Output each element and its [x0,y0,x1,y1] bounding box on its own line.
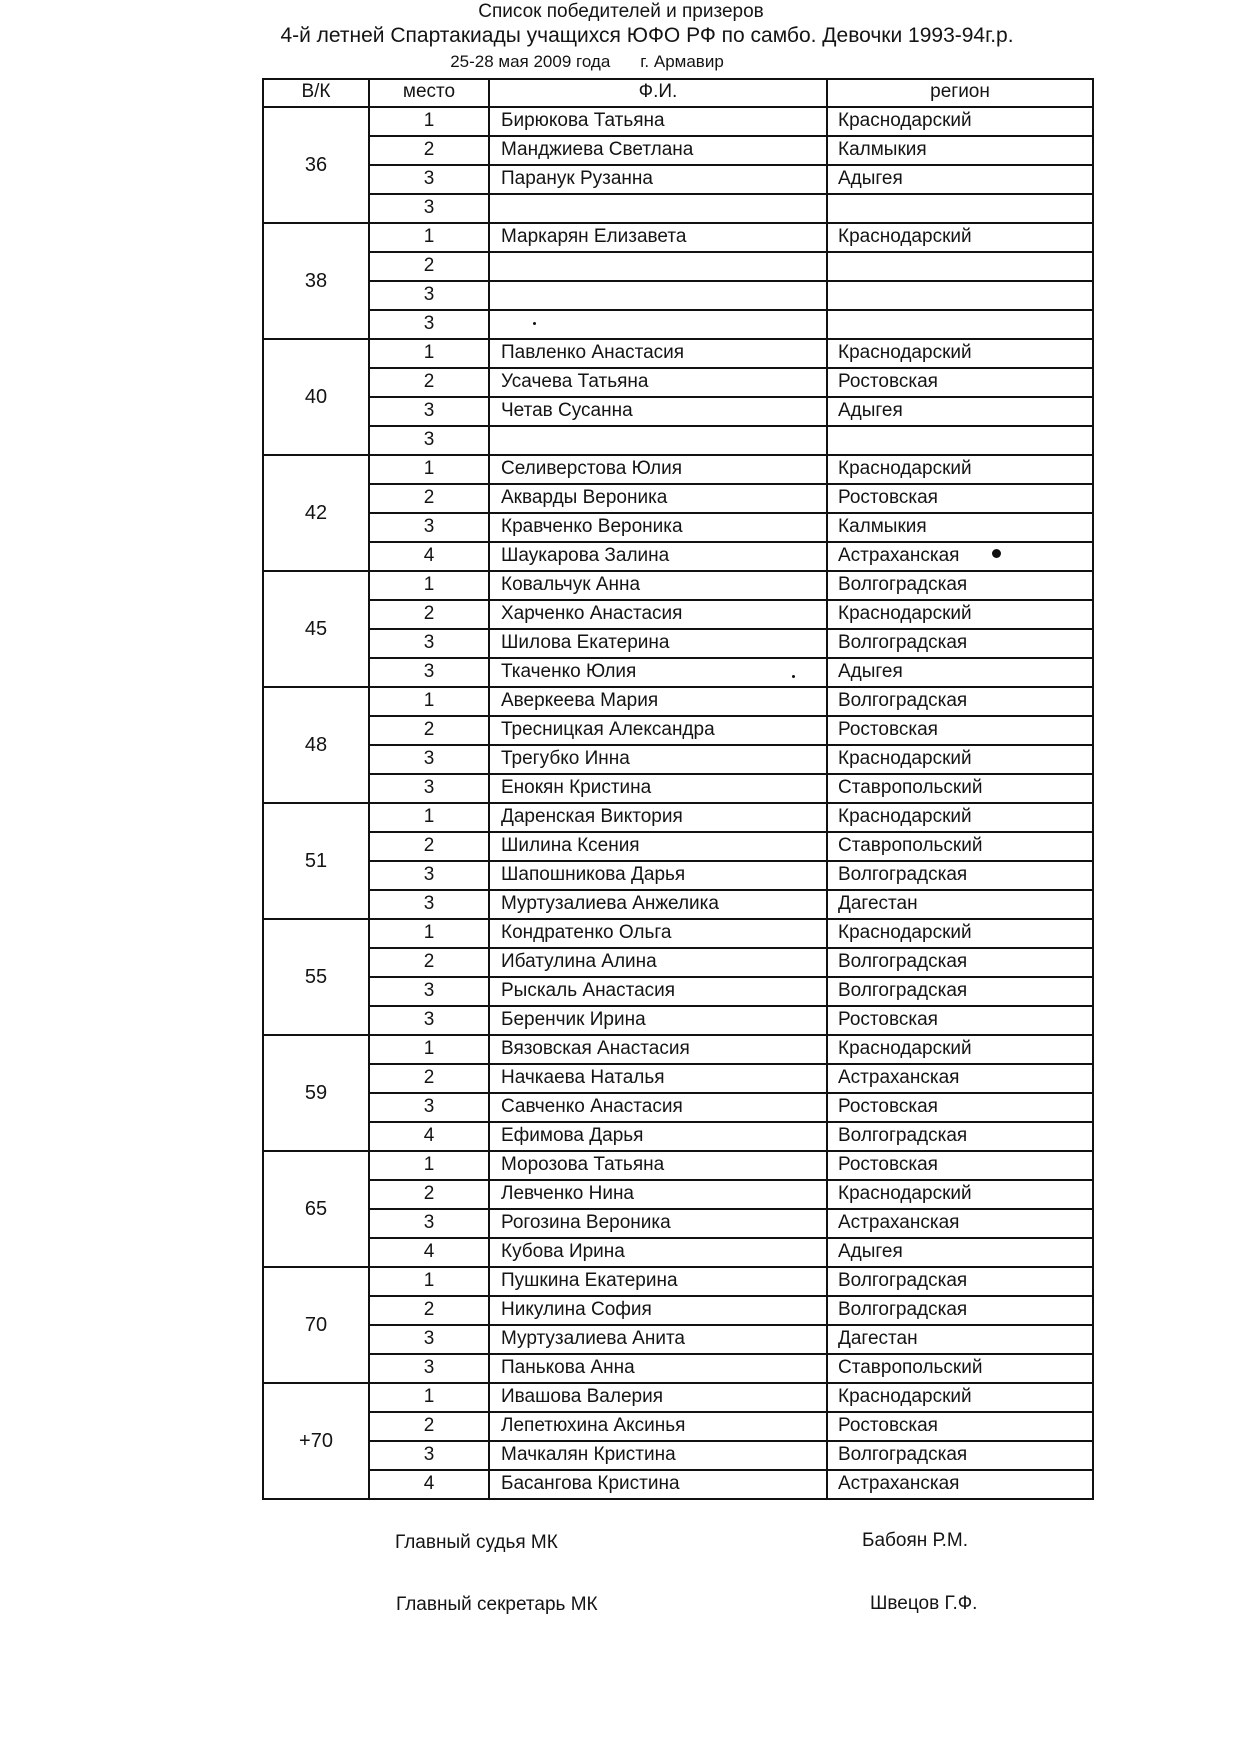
column-divider [262,78,264,1500]
athlete-name: Басангова Кристина [501,1473,680,1494]
region-cell: Калмыкия [838,139,927,160]
region-cell [827,310,1093,339]
place-cell: 2 [423,835,435,856]
weight-category: 40 [304,386,328,408]
region-cell: Астраханская [838,1212,960,1233]
athlete-name: Аверкеева Мария [501,690,659,711]
athlete-name: Кондратенко Ольга [501,922,672,943]
athlete-name: Вязовская Анастасия [501,1038,690,1059]
athlete-name: Беренчик Ирина [501,1009,646,1030]
table-row [263,455,1093,484]
region-cell: Ставропольский [838,1357,983,1378]
region-cell: Краснодарский [838,603,972,624]
table-row [263,1238,1093,1267]
athlete-name [489,194,827,223]
athlete-name [489,252,827,281]
weight-category: 55 [304,966,328,988]
place-cell: 2 [423,719,435,740]
place-cell: 2 [423,1299,435,1320]
judge-label: Главный судья МК [395,1532,558,1553]
place-cell: 1 [423,1270,435,1291]
region-cell: Адыгея [838,661,903,682]
place-cell: 3 [423,748,435,769]
region-cell: Ростовская [838,487,938,508]
place-cell: 1 [423,458,435,479]
region-cell: Волгоградская [838,1125,968,1146]
athlete-name [489,310,827,339]
region-cell: Дагестан [838,1328,918,1349]
athlete-name: Рогозина Вероника [501,1212,671,1233]
place-cell: 1 [423,1386,435,1407]
weight-category: 70 [304,1314,328,1336]
table-row [263,223,1093,252]
place-cell: 2 [423,603,435,624]
doc-date: 25-28 мая 2009 года [450,52,611,71]
table-row [263,1412,1093,1441]
athlete-name: Шилина Ксения [501,835,640,856]
weight-category: 65 [304,1198,328,1220]
weight-category: 45 [304,618,328,640]
table-row [263,832,1093,861]
region-cell: Волгоградская [838,1444,968,1465]
athlete-name: Селиверстова Юлия [501,458,682,479]
weight-category: 42 [304,502,328,524]
ink-speck [792,675,795,678]
column-divider [826,78,828,1500]
region-cell: Дагестан [838,893,918,914]
athlete-name: Трегубко Инна [501,748,630,769]
region-cell: Адыгея [838,400,903,421]
doc-city: г. Армавир [640,52,724,71]
region-cell: Ростовская [838,1154,938,1175]
table-row [263,1296,1093,1325]
place-cell: 2 [423,1183,435,1204]
place-cell: 3 [423,168,435,189]
place-cell: 1 [423,342,435,363]
athlete-name: Усачева Татьяна [501,371,649,392]
athlete-name: Шапошникова Дарья [501,864,686,885]
place-cell: 3 [423,516,435,537]
athlete-name: Акварды Вероника [501,487,668,508]
table-row [263,629,1093,658]
place-cell: 3 [423,1357,435,1378]
region-cell: Краснодарский [838,748,972,769]
place-cell: 2 [423,255,435,276]
place-cell: 2 [423,371,435,392]
judge-name: Бабоян Р.М. [862,1530,969,1551]
weight-category: +70 [299,1430,333,1452]
place-cell: 1 [423,226,435,247]
athlete-name: Маркарян Елизавета [501,226,687,247]
place-cell: 2 [423,487,435,508]
table-row [263,281,1093,310]
place-cell: 3 [423,1212,435,1233]
weight-category: 59 [304,1082,328,1104]
region-cell: Ставропольский [838,835,983,856]
athlete-name: Лепетюхина Аксинья [501,1415,686,1436]
place-cell: 3 [423,429,435,450]
athlete-name: Харченко Анастасия [501,603,683,624]
athlete-name [489,281,827,310]
place-cell: 2 [423,951,435,972]
place-cell: 3 [423,197,435,218]
place-cell: 1 [423,690,435,711]
place-cell: 3 [423,313,435,334]
region-cell: Волгоградская [838,1270,968,1291]
column-header: место [402,81,456,102]
table-top-border [263,78,1093,80]
region-cell: Краснодарский [838,458,972,479]
place-cell: 2 [423,1067,435,1088]
place-cell: 3 [423,661,435,682]
table-row [263,1006,1093,1035]
table-row [263,774,1093,803]
group-divider [263,1498,1093,1500]
table-row [263,687,1093,716]
athlete-name: Ткаченко Юлия [501,661,637,682]
region-cell: Ростовская [838,719,938,740]
place-cell: 1 [423,1038,435,1059]
region-cell [827,194,1093,223]
athlete-name: Тресницкая Александра [501,719,715,740]
region-cell: Адыгея [838,168,903,189]
place-cell: 1 [423,110,435,131]
athlete-name: Шаукарова Залина [501,545,670,566]
region-cell: Волгоградская [838,1299,968,1320]
table-row [263,1354,1093,1383]
table-row [263,803,1093,832]
region-cell: Волгоградская [838,690,968,711]
region-cell: Астраханская [838,545,960,566]
ink-speck [533,322,536,325]
athlete-name: Даренская Виктория [501,806,683,827]
table-row [263,948,1093,977]
table-row [263,1325,1093,1354]
place-cell: 4 [423,1241,435,1262]
region-cell [827,252,1093,281]
athlete-name: Паранук Рузанна [501,168,653,189]
athlete-name: Ефимова Дарья [501,1125,644,1146]
column-divider [1092,78,1094,1500]
table-row [263,977,1093,1006]
region-cell: Краснодарский [838,1183,972,1204]
table-row [263,716,1093,745]
weight-category: 36 [304,154,328,176]
athlete-name: Кравченко Вероника [501,516,683,537]
athlete-name: Муртузалиева Анита [501,1328,685,1349]
region-cell: Ростовская [838,1096,938,1117]
athlete-name: Ивашова Валерия [501,1386,664,1407]
table-row [263,600,1093,629]
place-cell: 3 [423,893,435,914]
region-cell: Краснодарский [838,806,972,827]
table-row [263,339,1093,368]
table-row [263,252,1093,281]
athlete-name: Морозова Татьяна [501,1154,665,1175]
table-row [263,890,1093,919]
secretary-name: Швецов Г.Ф. [870,1593,978,1614]
table-row [263,1093,1093,1122]
place-cell: 3 [423,1009,435,1030]
table-row [263,1064,1093,1093]
place-cell: 4 [423,1473,435,1494]
place-cell: 3 [423,1096,435,1117]
table-row [263,1035,1093,1064]
athlete-name: Енокян Кристина [501,777,652,798]
table-row [263,1383,1093,1412]
athlete-name: Четав Сусанна [501,400,633,421]
weight-category: 51 [304,850,328,872]
region-cell: Ростовская [838,1009,938,1030]
table-header-row [263,78,1093,107]
place-cell: 1 [423,574,435,595]
region-cell: Краснодарский [838,342,972,363]
region-cell: Калмыкия [838,516,927,537]
region-cell: Волгоградская [838,980,968,1001]
athlete-name: Шилова Екатерина [501,632,670,653]
athlete-name: Пушкина Екатерина [501,1270,678,1291]
column-header: В/К [301,81,331,102]
region-cell: Краснодарский [838,922,972,943]
athlete-name: Муртузалиева Анжелика [501,893,719,914]
place-cell: 1 [423,806,435,827]
secretary-label: Главный секретарь МК [396,1594,598,1615]
region-cell: Ростовская [838,1415,938,1436]
region-cell: Краснодарский [838,226,972,247]
table-row [263,1209,1093,1238]
place-cell: 2 [423,1415,435,1436]
ink-blot [992,549,1001,558]
table-row [263,1267,1093,1296]
place-cell: 3 [423,1444,435,1465]
column-header: регион [930,81,990,102]
region-cell: Волгоградская [838,951,968,972]
region-cell: Волгоградская [838,632,968,653]
weight-category: 48 [304,734,328,756]
place-cell: 3 [423,632,435,653]
table-row [263,542,1093,571]
athlete-name: Кубова Ирина [501,1241,625,1262]
place-cell: 1 [423,922,435,943]
place-cell: 4 [423,545,435,566]
header-divider [263,106,1093,108]
doc-title: Список победителей и призеров [478,1,764,22]
region-cell: Краснодарский [838,1038,972,1059]
athlete-name [489,426,827,455]
athlete-name: Бирюкова Татьяна [501,110,665,131]
table-row [263,194,1093,223]
athlete-name: Панькова Анна [501,1357,635,1378]
athlete-name: Савченко Анастасия [501,1096,683,1117]
athlete-name: Левченко Нина [501,1183,634,1204]
table-row [263,861,1093,890]
table-row [263,745,1093,774]
place-cell: 3 [423,864,435,885]
athlete-name: Мачкалян Кристина [501,1444,676,1465]
column-divider [488,78,490,1500]
place-cell: 3 [423,980,435,1001]
place-cell: 1 [423,1154,435,1175]
region-cell: Волгоградская [838,864,968,885]
place-cell: 3 [423,284,435,305]
table-row [263,136,1093,165]
table-row [263,1122,1093,1151]
column-divider [368,78,370,1500]
athlete-name: Павленко Анастасия [501,342,685,363]
place-cell: 3 [423,1328,435,1349]
table-row [263,107,1093,136]
table-row [263,571,1093,600]
doc-date-line [0,52,1208,72]
table-row [263,1151,1093,1180]
region-cell: Астраханская [838,1473,960,1494]
region-cell: Краснодарский [838,1386,972,1407]
athlete-name: Никулина София [501,1299,652,1320]
region-cell: Ставропольский [838,777,983,798]
table-row [263,1180,1093,1209]
athlete-name: Рыскаль Анастасия [501,980,676,1001]
place-cell: 3 [423,777,435,798]
region-cell: Волгоградская [838,574,968,595]
athlete-name: Манджиева Светлана [501,139,694,160]
table-row [263,513,1093,542]
table-row [263,1441,1093,1470]
table-row [263,368,1093,397]
place-cell: 4 [423,1125,435,1146]
place-cell: 3 [423,400,435,421]
region-cell: Астраханская [838,1067,960,1088]
table-row [263,426,1093,455]
table-row [263,1470,1093,1499]
region-cell [827,281,1093,310]
athlete-name: Ковальчук Анна [501,574,641,595]
table-row [263,919,1093,948]
table-row [263,658,1093,687]
doc-subtitle: 4-й летней Спартакиады учащихся ЮФО РФ по самбо. Девочки 1993-94г.р. [280,24,1014,47]
athlete-name: Ибатулина Алина [501,951,657,972]
table-row [263,310,1093,339]
region-cell: Адыгея [838,1241,903,1262]
column-header: Ф.И. [638,81,678,102]
table-row [263,484,1093,513]
table-row [263,165,1093,194]
table-row [263,397,1093,426]
region-cell [827,426,1093,455]
region-cell: Краснодарский [838,110,972,131]
place-cell: 2 [423,139,435,160]
athlete-name: Начкаева Наталья [501,1067,665,1088]
weight-category: 38 [304,270,328,292]
region-cell: Ростовская [838,371,938,392]
